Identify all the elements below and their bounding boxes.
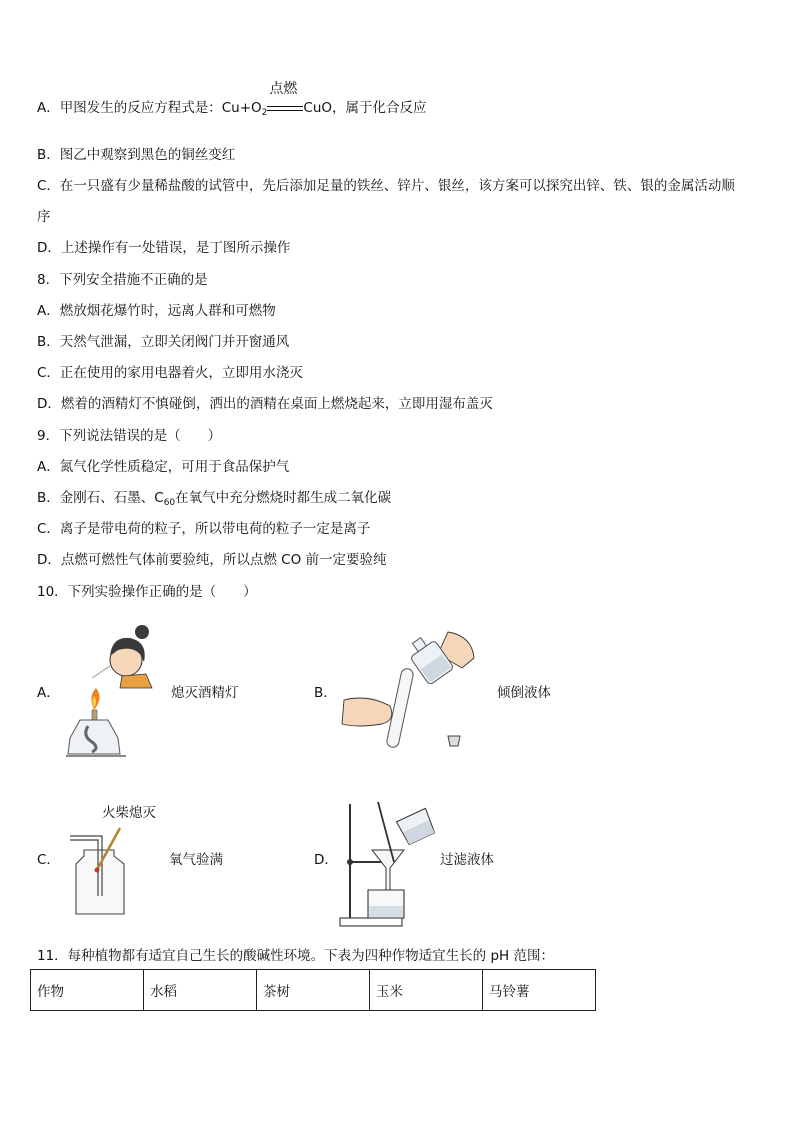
blow-out-lamp-illustration xyxy=(62,618,162,760)
q8-option-c: C．正在使用的家用电器着火，立即用水浇灭 xyxy=(37,365,303,381)
pour-liquid-illustration xyxy=(338,628,478,754)
q7-option-c-line1: C．在一只盛有少量稀盐酸的试管中，先后添加足量的铁丝、锌片、银丝，该方案可以探究出锌、铁、银的金属活动顺 xyxy=(37,178,735,194)
table-header-cell: 马铃薯 xyxy=(483,970,596,1011)
table-header-cell: 茶树 xyxy=(257,970,370,1011)
table-row xyxy=(31,970,596,1011)
q9-stem: 9．下列说法错误的是（ ） xyxy=(37,428,222,444)
q10-stem: 10．下列实验操作正确的是（ ） xyxy=(37,584,257,600)
q10-option-a-caption: 熄灭酒精灯 xyxy=(171,685,239,701)
q9-option-a: A．氮气化学性质稳定，可用于食品保护气 xyxy=(37,459,290,475)
q9-option-d: D．点燃可燃性气体前要验纯，所以点燃 CO 前一定要验纯 xyxy=(37,552,387,568)
crop-ph-table xyxy=(30,969,596,1011)
q8-stem: 8．下列安全措施不正确的是 xyxy=(37,272,208,288)
filtration-illustration xyxy=(338,800,438,930)
q7-option-b: B．图乙中观察到黑色的铜丝变红 xyxy=(37,147,236,163)
q10-option-d-letter: D． xyxy=(314,852,338,868)
q7-option-c-line2: 序 xyxy=(37,209,51,225)
q8-option-b: B．天然气泄漏，立即关闭阀门并开窗通风 xyxy=(37,334,290,350)
table-header-cell: 水稻 xyxy=(144,970,257,1011)
q10-option-c-letter: C． xyxy=(37,852,60,868)
q9-option-c: C．离子是带电荷的粒子，所以带电荷的粒子一定是离子 xyxy=(37,521,371,537)
reaction-condition: 点燃 xyxy=(267,99,303,117)
q10-option-d-caption: 过滤液体 xyxy=(440,852,494,868)
q7-option-a: A．甲图发生的反应方程式是：$Cu+O_2$ 点燃 CuO，属于化合反应 xyxy=(37,81,427,118)
q10-option-b-caption: 倾倒液体 xyxy=(497,685,551,701)
q9-option-b: B．金刚石、石墨、$C_{60}$在氧气中充分燃烧时都生成二氧化碳 xyxy=(37,490,392,508)
q7-option-d: D．上述操作有一处错误，是丁图所示操作 xyxy=(37,240,291,256)
q10-option-b-letter: B． xyxy=(314,685,337,701)
table-header-cell: 作物 xyxy=(31,970,144,1011)
q8-option-a: A．燃放烟花爆竹时，远离人群和可燃物 xyxy=(37,303,276,319)
q8-option-d: D．燃着的酒精灯不慎碰倒，洒出的酒精在桌面上燃烧起来，立即用湿布盖灭 xyxy=(37,396,493,412)
q10-option-a-letter: A． xyxy=(37,685,60,701)
q10-option-c-note: 火柴熄灭 xyxy=(102,805,156,821)
q11-stem: 11．每种植物都有适宜自己生长的酸碱性环境。下表为四种作物适宜生长的 pH 范围： xyxy=(37,948,554,964)
oxygen-test-illustration xyxy=(66,826,136,918)
q10-option-c-caption: 氧气验满 xyxy=(169,852,223,868)
table-header-cell: 玉米 xyxy=(370,970,483,1011)
